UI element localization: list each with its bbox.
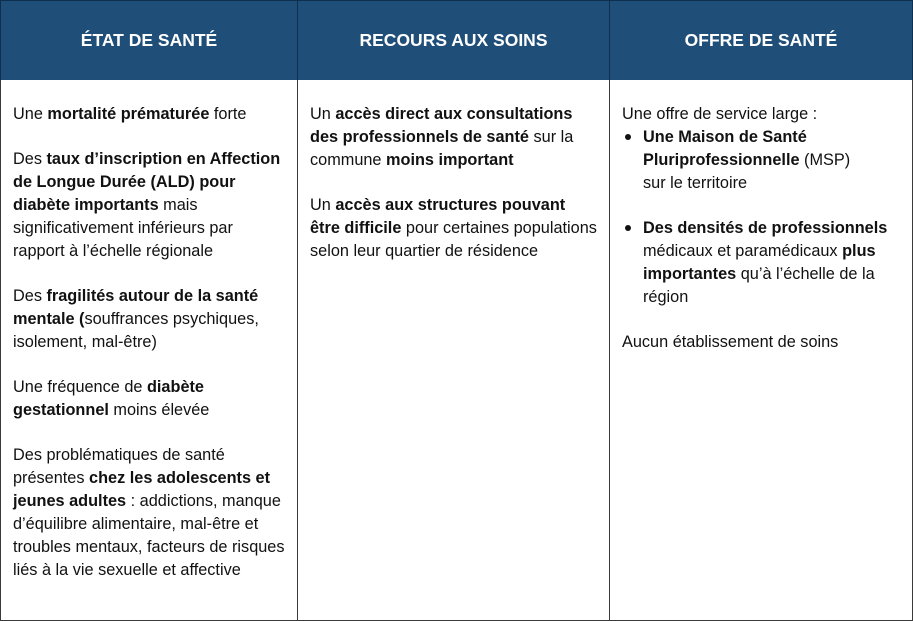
text: moins élevée	[108, 401, 210, 419]
text: sur le territoire	[643, 174, 748, 192]
bold-text: moins important	[386, 151, 514, 169]
text: forte	[209, 105, 247, 123]
text: sur la commune	[310, 128, 574, 169]
text: Un	[310, 105, 336, 123]
text: souffrances psychiques, isolement, mal-être)	[13, 310, 259, 351]
bold-text: Une Maison de Santé Pluriprofessionnelle	[643, 128, 807, 169]
text: Des	[13, 287, 47, 305]
cell-etat-de-sante	[0, 80, 297, 621]
bold-text: fragilités autour de la santé mentale (	[13, 287, 259, 328]
bold-text: diabète gestationnel	[13, 378, 204, 419]
recours-item-consultations	[310, 103, 597, 172]
text: Une fréquence de	[13, 378, 147, 396]
header-offre-de-sante: OFFRE DE SANTÉ	[609, 0, 913, 80]
text: pour certaines populations selon leur quartier de résidence	[310, 219, 597, 260]
offre-list	[622, 126, 900, 309]
bold-text: plus importantes	[643, 242, 876, 283]
bold-text: accès aux structures pouvant être difficile	[310, 196, 566, 237]
etat-item-sante-mentale	[13, 285, 285, 354]
text: mais significativement inférieurs par rapport à l’échelle régionale	[13, 196, 233, 260]
text: Des problématiques de santé présentes	[13, 446, 225, 487]
bold-text: accès direct aux consultations des professionnels de santé	[310, 105, 573, 146]
etat-item-ald	[13, 148, 285, 263]
recours-item-structures	[310, 194, 597, 263]
offre-item-msp	[622, 126, 900, 195]
text: qu’à l’échelle de la région	[643, 265, 875, 306]
header-etat-de-sante: ÉTAT DE SANTÉ	[0, 0, 297, 80]
etat-item-mortalite	[13, 103, 285, 126]
cell-offre-de-sante	[609, 80, 913, 621]
etat-item-diabete-gestationnel	[13, 376, 285, 422]
bold-text: chez les adolescents et jeunes adultes	[13, 469, 271, 510]
offre-intro: Une offre de service large :	[622, 105, 818, 123]
cell-recours-aux-soins	[297, 80, 609, 621]
etat-item-jeunes	[13, 444, 285, 582]
text: Un	[310, 196, 336, 214]
bold-text: mortalité prématurée	[47, 105, 210, 123]
text: médicaux et paramédicaux	[643, 242, 843, 260]
header-recours-aux-soins: RECOURS AUX SOINS	[297, 0, 609, 80]
offre-item-densites	[622, 217, 900, 309]
offre-outro: Aucun établissement de soins	[622, 333, 839, 351]
text: Des	[13, 150, 47, 168]
text: (MSP)	[799, 151, 851, 169]
text: : addictions, manque d’équilibre alimentaire, mal-être et troubles mentaux, facteurs de risques liés à la vie sexuelle et affective	[13, 492, 285, 579]
bold-text: taux d’inscription en Affection de Longue Durée (ALD) pour diabète importants	[13, 150, 281, 214]
text: Une	[13, 105, 48, 123]
bold-text: Des densités de professionnels	[643, 219, 888, 237]
